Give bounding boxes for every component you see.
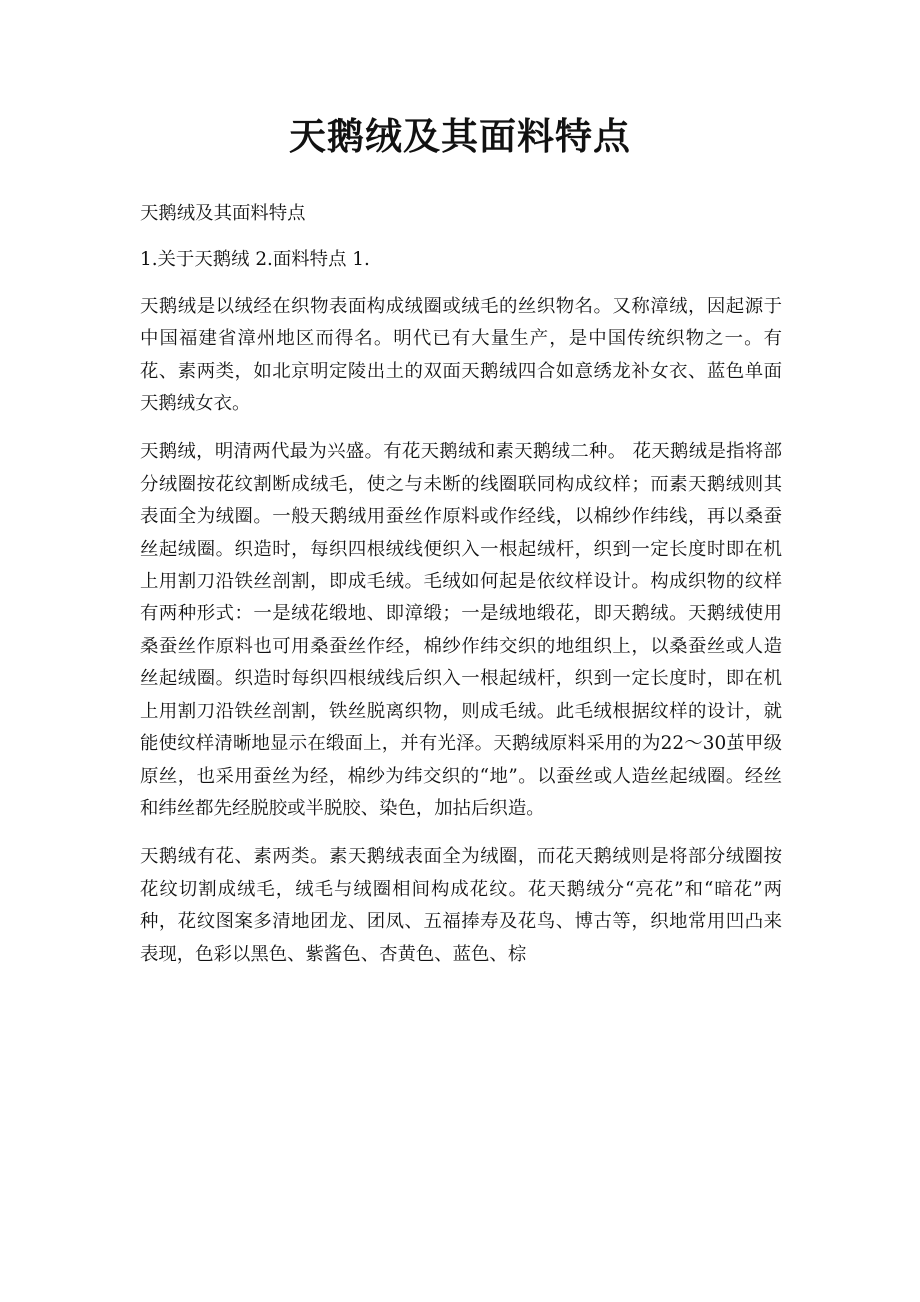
paragraph-3: 天鹅绒有花、素两类。素天鹅绒表面全为绒圈，而花天鹅绒则是将部分绒圈按花纹切割成绒毛，绒毛与绒圈相间构成花纹。花天鹅绒分“亮花”和“暗花”两种，花纹图案多清地团龙、团凤、五福捧寿及花鸟、博古等，织地常用凹凸来表现，色彩以黑色、紫酱色、杏黄色、蓝色、棕 [140,846,782,965]
paragraph-2: 天鹅绒，明清两代最为兴盛。有花天鹅绒和素天鹅绒二种。 花天鹅绒是指将部分绒圈按花纹割断成绒毛，使之与未断的线圈联同构成纹样；而素天鹅绒则其表面全为绒圈。一般天鹅绒用蚕丝作原料或作经线，以棉纱作纬线，再以桑蚕丝起绒圈。织造时，每织四根绒线便织入一根起绒杆，织到一定长度时即在机上用割刀沿铁丝剖割，即成毛绒。毛绒如何起是依纹样设计。构成织物的纹样有两种形式：一是绒花缎地、即漳缎；一是绒地缎花，即天鹅绒。天鹅绒使用桑蚕丝作原料也可用桑蚕丝作经，棉纱作纬交织的地组织上，以桑蚕丝或人造丝起绒圈。织造时每织四根绒线后织入一根起绒杆，织到一定长度时，即在机上用割刀沿铁丝剖割，铁丝脱离织物，则成毛绒。此毛绒根据纹样的设计，就能使纹样清晰地显示在缎面上，并有光泽。天鹅绒原料采用的为22～30茧甲级原丝，也采用蚕丝为经，棉纱为纬交织的“地”。以蚕丝或人造丝起绒圈。经丝和纬丝都先经脱胶或半脱胶、染色，加拈后织造。 [140,441,782,819]
paragraph-1: 天鹅绒是以绒经在织物表面构成绒圈或绒毛的丝织物名。又称漳绒，因起源于中国福建省漳州地区而得名。明代已有大量生产，是中国传统织物之一。有花、素两类，如北京明定陵出土的双面天鹅绒四合如意绣龙补女衣、蓝色单面天鹅绒女衣。 [140,295,782,415]
toc-line: 1.关于天鹅绒 2.面料特点 1. [140,249,370,271]
document-body [140,198,782,987]
document-title: 天鹅绒及其面料特点 [289,114,631,158]
document-subtitle: 天鹅绒及其面料特点 [140,203,306,224]
